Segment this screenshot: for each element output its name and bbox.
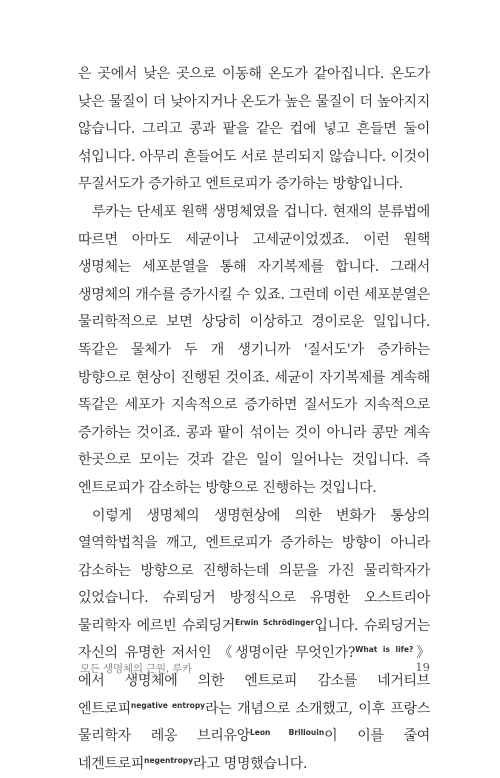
superscript-leon-brillouin: Leon Brillouin <box>250 728 324 737</box>
superscript-erwin-schrodinger: Erwin Schrödinger <box>235 618 314 627</box>
page-number: 19 <box>400 660 430 674</box>
paragraph-3-text-6: 라고 명명했습니다. <box>193 756 307 772</box>
paragraph-3-text-2: 입니다. 슈뢰딩거는 자신의 유명한 저서인 《생명이란 무엇인가? <box>78 618 430 662</box>
superscript-negative-entropy: negative entropy <box>131 701 205 710</box>
paragraph-3-text-4: 라는 개념으로 소개했고, 이후 프랑스 물리학자 레옹 브리유앙 <box>78 701 430 745</box>
paragraph-3-text-3: 》에서 생명체에 의한 엔트로피 감소를 네거티브 엔트로피 <box>78 645 430 716</box>
running-footer-title: 모든 생명체의 근원, 루카 <box>80 661 192 676</box>
paragraph-3 <box>78 503 430 778</box>
paragraph-3-text-5: 이 이를 줄여 네겐트로피 <box>78 728 430 772</box>
paragraph-1: 은 곳에서 낮은 곳으로 이동해 온도가 같아집니다. 온도가 낮은 물질이 더 낮아지거나 온도가 높은 물질이 더 높아지지 않습니다. 그리고 콩과 팥을 같은 컵에 넣고 흔들면 둘이 섞입니다. 아무리 흔들어도 서로 분리되지 않습니다. 이것이 무질서도가 증가하고 엔트로피가 증가하는 방향입니다. <box>78 61 430 199</box>
paragraph-2: 루카는 단세포 원핵 생명체였을 겁니다. 현재의 분류법에 따르면 아마도 세균이나 고세균이었겠죠. 이런 원핵 생명체는 세포분열을 통해 자기복제를 합니다. 그래서 생명체의 개수를 증가시킬 수 있죠. 그런데 이런 세포분열은 물리학적으로 보면 상당히 이상하고 경이로운 일입니다. 똑같은 물체가 두 개 생기니까 '질서도'가 증가하는 방향으로 현상이 진행된 것이죠. 세균이 자기복제를 계속해 똑같은 세포가 지속적으로 증가하면 질서도가 지속적으로 증가하는 것이죠. 콩과 팥이 섞이는 것이 아니라 콩만 계속 한곳으로 모이는 것과 같은 일이 일어나는 것입니다. 즉 엔트로피가 감소하는 방향으로 진행하는 것입니다. <box>78 199 430 503</box>
superscript-negentropy: negentropy <box>144 756 193 765</box>
paragraph-3-text-1: 이렇게 생명체의 생명현상에 의한 변화가 통상의 열역학법칙을 깨고, 엔트로피가 증가하는 방향이 아니라 감소하는 방향으로 진행하는데 의문을 가진 물리학자가 있었습니다. 슈뢰딩거 방정식으로 유명한 오스트리아 물리학자 에르빈 슈뢰딩거 <box>78 508 430 634</box>
superscript-what-is-life: What is life? <box>355 645 413 654</box>
